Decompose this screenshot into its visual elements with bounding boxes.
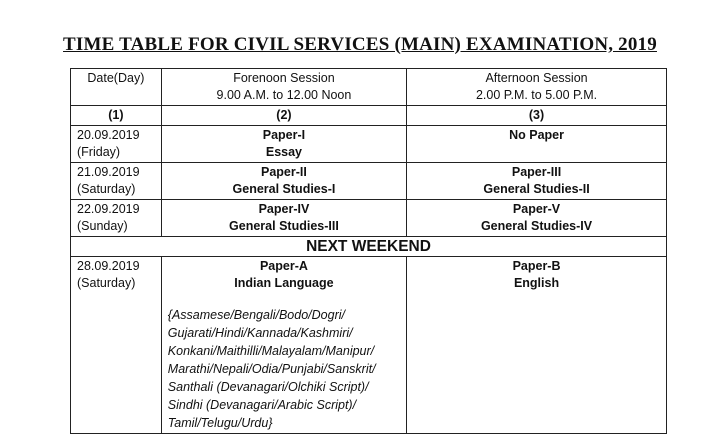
timetable bbox=[70, 68, 667, 434]
afternoon-cell bbox=[407, 257, 667, 434]
date: 22.09.2019 bbox=[77, 202, 140, 216]
header-forenoon bbox=[161, 69, 406, 106]
language-line: Sindhi (Devanagari/Arabic Script)/ bbox=[167, 398, 357, 412]
paper-code: Paper-II bbox=[261, 165, 307, 179]
afternoon-cell bbox=[407, 126, 667, 163]
forenoon-cell bbox=[161, 257, 406, 434]
table-row bbox=[71, 257, 667, 434]
header-row bbox=[71, 69, 667, 106]
paper-subject: General Studies-III bbox=[229, 219, 339, 233]
column-number-2: (2) bbox=[161, 106, 406, 126]
forenoon-cell bbox=[161, 200, 406, 237]
header-afternoon-time: 2.00 P.M. to 5.00 P.M. bbox=[475, 88, 598, 102]
table-row bbox=[71, 200, 667, 237]
day: (Saturday) bbox=[77, 276, 136, 290]
date: 21.09.2019 bbox=[77, 165, 140, 179]
paper-code: Paper-III bbox=[511, 165, 562, 179]
paper-subject: Essay bbox=[265, 145, 303, 159]
language-list bbox=[168, 306, 400, 432]
afternoon-cell bbox=[407, 163, 667, 200]
language-line: Santhali (Devanagari/Olchiki Script)/ bbox=[167, 380, 369, 394]
header-afternoon-title: Afternoon Session bbox=[485, 71, 588, 85]
forenoon-cell bbox=[161, 126, 406, 163]
day: (Friday) bbox=[77, 145, 121, 159]
date: 20.09.2019 bbox=[77, 128, 140, 142]
next-weekend-label: NEXT WEEKEND bbox=[71, 237, 667, 257]
date: 28.09.2019 bbox=[77, 259, 140, 273]
date-cell bbox=[71, 126, 162, 163]
header-date-label: Date(Day) bbox=[87, 71, 145, 85]
table-row bbox=[71, 163, 667, 200]
date-cell bbox=[71, 163, 162, 200]
paper-subject: General Studies-I bbox=[232, 182, 336, 196]
column-number-row bbox=[71, 106, 667, 126]
header-afternoon bbox=[407, 69, 667, 106]
day: (Saturday) bbox=[77, 182, 136, 196]
forenoon-cell bbox=[161, 163, 406, 200]
paper-code: Paper-I bbox=[262, 128, 306, 142]
next-weekend-row bbox=[71, 237, 667, 257]
language-line: Gujarati/Hindi/Kannada/Kashmiri/ bbox=[167, 326, 353, 340]
date-cell bbox=[71, 257, 162, 434]
column-number-3: (3) bbox=[407, 106, 667, 126]
day: (Sunday) bbox=[77, 219, 128, 233]
paper-subject: English bbox=[513, 276, 560, 290]
paper-code: Paper-V bbox=[512, 202, 561, 216]
paper-code: Paper-A bbox=[259, 259, 308, 273]
language-line: {Assamese/Bengali/Bodo/Dogri/ bbox=[167, 308, 345, 322]
column-number-1: (1) bbox=[71, 106, 162, 126]
paper-code: Paper-IV bbox=[258, 202, 310, 216]
paper-subject: Indian Language bbox=[234, 276, 334, 290]
header-forenoon-title: Forenoon Session bbox=[233, 71, 335, 85]
language-line: Konkani/Maithilli/Malayalam/Manipur/ bbox=[167, 344, 375, 358]
paper-subject: General Studies-IV bbox=[480, 219, 593, 233]
date-cell bbox=[71, 200, 162, 237]
header-forenoon-time: 9.00 A.M. to 12.00 Noon bbox=[216, 88, 352, 102]
document-title: TIME TABLE FOR CIVIL SERVICES (MAIN) EXAMINATION, 2019 bbox=[63, 34, 657, 55]
language-line: Tamil/Telugu/Urdu} bbox=[167, 416, 273, 430]
paper-subject: General Studies-II bbox=[483, 182, 590, 196]
language-line: Marathi/Nepali/Odia/Punjabi/Sanskrit/ bbox=[167, 362, 376, 376]
paper-code: Paper-B bbox=[512, 259, 561, 273]
afternoon-cell bbox=[407, 200, 667, 237]
table-row bbox=[71, 126, 667, 163]
paper-code: No Paper bbox=[509, 128, 564, 142]
header-date bbox=[71, 69, 162, 106]
